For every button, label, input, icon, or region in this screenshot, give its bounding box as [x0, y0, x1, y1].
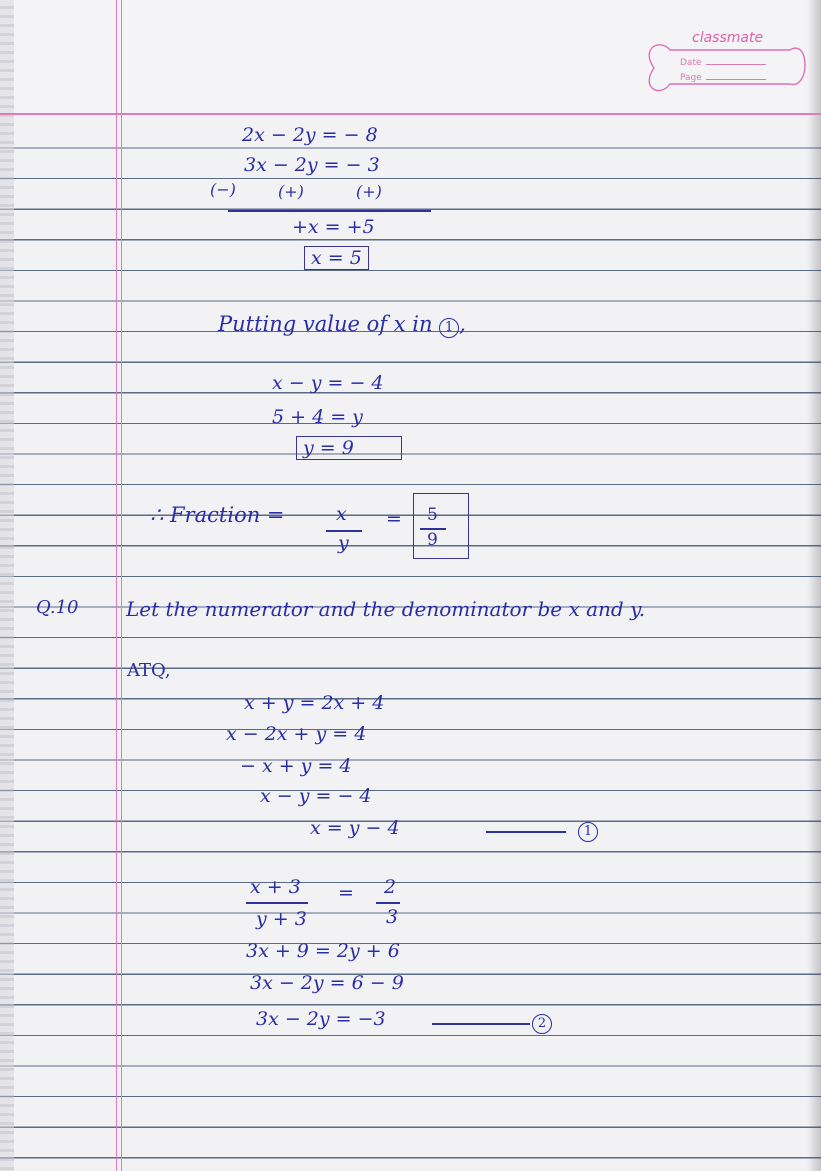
classmate-logo — [640, 28, 808, 102]
result-box-x: x = 5 — [304, 246, 369, 270]
fraction-denominator: 3 — [386, 906, 399, 928]
question-label: Q.10 — [36, 597, 79, 618]
equation-ref — [532, 1010, 552, 1034]
reference-arrow-line — [432, 1023, 530, 1025]
fraction-bar — [246, 902, 308, 904]
equation-ref-circle: 2 — [532, 1014, 552, 1034]
equation-ref-circle: 1 — [578, 822, 598, 842]
date-field — [680, 58, 766, 68]
spiral-binding-edge — [0, 0, 14, 1171]
equation-line: x = y − 4 — [310, 817, 400, 839]
page-label: Page — [680, 73, 702, 83]
margin-line-inner — [121, 0, 122, 1171]
equation-line: 5 + 4 = y — [272, 406, 363, 428]
step-text-label: Putting value of x in — [218, 312, 433, 336]
reference-arrow-line — [486, 831, 566, 833]
sign-change: (+) — [278, 182, 304, 201]
equation-line: − x + y = 4 — [240, 755, 352, 777]
equation-line: 3x − 2y = − 3 — [244, 154, 380, 176]
equation-line: 3x − 2y = 6 − 9 — [250, 972, 404, 994]
fraction-numerator: 2 — [384, 876, 397, 898]
equation-line: 3x + 9 = 2y + 6 — [246, 940, 400, 962]
page-shadow — [807, 0, 821, 1171]
fraction-bar — [376, 902, 400, 904]
equation-line: +x = +5 — [292, 216, 375, 238]
date-label: Date — [680, 58, 702, 68]
fraction-denominator: y + 3 — [256, 908, 307, 930]
fraction-numerator: x — [336, 503, 347, 525]
equation-ref — [578, 818, 598, 842]
equation-line: 3x − 2y = −3 — [256, 1008, 386, 1030]
result-numerator: 5 — [427, 505, 438, 525]
header-rule — [0, 113, 821, 115]
equals-sign: = — [338, 882, 354, 904]
fraction-label: ∴ Fraction = — [150, 503, 285, 527]
page-field — [680, 73, 766, 83]
step-text: Putting value of x in 1 , — [218, 312, 466, 336]
result-box-y: y = 9 — [296, 436, 402, 460]
sign-change: (−) — [210, 180, 236, 199]
result-denominator: 9 — [427, 530, 438, 550]
equation-line: 2x − 2y = − 8 — [242, 124, 378, 146]
question-text: Let the numerator and the denominator be x and y. — [126, 597, 646, 621]
fraction-numerator: x + 3 — [250, 876, 301, 898]
equation-ref: 1 — [439, 318, 459, 338]
equation-line: x − 2x + y = 4 — [226, 723, 367, 745]
equation-line: x + y = 2x + 4 — [244, 692, 385, 714]
atq-label: ATQ, — [127, 660, 171, 681]
fraction-denominator: y — [338, 532, 349, 554]
fraction-result-box — [413, 493, 469, 559]
subtraction-rule — [228, 210, 431, 212]
equation-line: x − y = − 4 — [260, 785, 372, 807]
sign-change: (+) — [356, 182, 382, 201]
logo-brand: classmate — [692, 30, 764, 46]
equation-line: x − y = − 4 — [272, 372, 384, 394]
margin-line — [116, 0, 117, 1171]
equals-sign: = — [386, 508, 402, 530]
